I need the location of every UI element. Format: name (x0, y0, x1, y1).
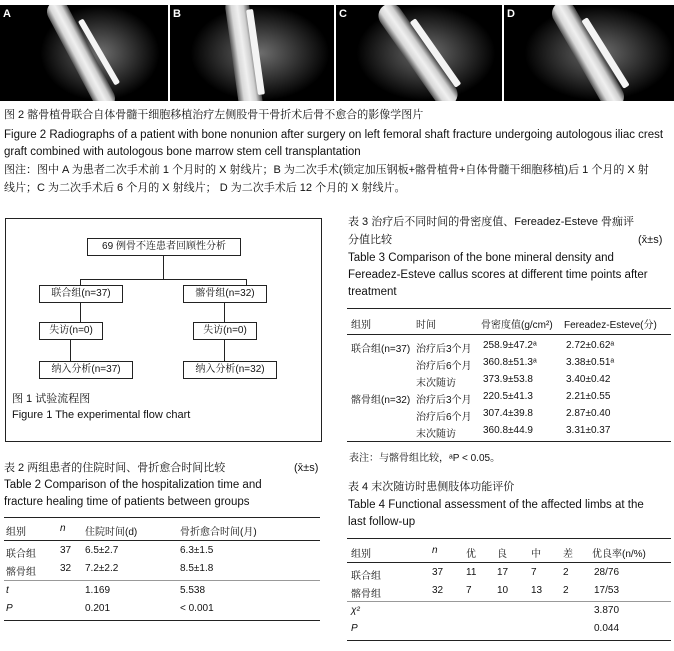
table3-r1-score: 2.72±0.62ᵃ (566, 340, 615, 351)
table4-row2-poor: 2 (563, 585, 569, 596)
table3-r3-time: 末次随访 (416, 378, 456, 389)
xray-panel-d (504, 5, 674, 101)
table2-row1-healing: 6.3±1.5 (180, 545, 214, 556)
table3-note: 表注：与髂骨组比较，ᵃP < 0.05。 (349, 453, 501, 464)
table3-r1-bmd: 258.9±47.2ᵃ (483, 340, 537, 351)
table4-row2-rate: 17/53 (594, 585, 620, 596)
table3-r2-score: 3.38±0.51ᵃ (566, 357, 615, 368)
flow-right-analysis: 纳入分析(n=32) (183, 361, 277, 379)
table4-title-en-line2: last follow-up (348, 516, 416, 528)
table4-row1-rate: 28/76 (594, 567, 620, 578)
table3-title-en-line2: Fereadez-Esteve callus scores at different time points after (348, 269, 648, 281)
table3-title-en-line3: treatment (348, 286, 397, 298)
table4-row2-n: 32 (432, 585, 444, 596)
table3-r5-time: 治疗后6个月 (416, 412, 472, 423)
table3-r6-time: 末次随访 (416, 429, 456, 440)
table4-stat-chi-label: χ² (351, 605, 360, 616)
table2-title-zh: 表 2 两组患者的住院时间、骨折愈合时间比较 (4, 462, 226, 474)
table4-row1-group: 联合组 (351, 571, 381, 582)
table3-title-en-line1: Table 3 Comparison of the bone mineral density and (348, 252, 614, 264)
table2-stat-p-label: P (6, 603, 13, 614)
xray-panel-c (336, 5, 502, 101)
flow-left-group: 联合组(n=37) (39, 285, 123, 303)
table2-header-n: n (60, 523, 66, 534)
table3-r1-time: 治疗后3个月 (416, 344, 472, 355)
table4-header-group: 组别 (351, 549, 371, 560)
table2-title-en-line1: Table 2 Comparison of the hospitalization time and (4, 479, 262, 491)
table3-r6-bmd: 360.8±44.9 (483, 425, 533, 436)
table4-row1-good: 17 (497, 567, 509, 578)
table3-r6-score: 3.31±0.37 (566, 425, 611, 436)
figure2-legend-line1: 图注：图中 A 为患者二次手术前 1 个月时的 X 射线片；B 为二次手术(锁定加压钢板+髂骨植骨+自体骨髓干细胞移植)后 1 个月的 X 射 (4, 164, 649, 176)
figure1-caption-zh: 图 1 试验流程图 (12, 393, 91, 405)
table3-r1-group: 联合组(n=37) (351, 344, 411, 355)
table4-row2-excellent: 7 (466, 585, 472, 596)
table2-row1-n: 37 (60, 545, 72, 556)
figure2-title-en-line2: graft combined with autologous bone marrow stem cell transplantation (4, 146, 361, 158)
table3-title-zh-line1: 表 3 治疗后不同时间的骨密度值、Fereadez-Esteve 骨痂评 (348, 216, 635, 228)
xray-panel-a (0, 5, 168, 101)
table4-row1-n: 37 (432, 567, 444, 578)
table3-header-time: 时间 (416, 320, 436, 331)
table2-unit: (x̄±s) (294, 462, 319, 474)
panel-label-a: A (3, 8, 11, 20)
table2-stat-p-hospital: 0.201 (85, 603, 111, 614)
table4-header-fair: 中 (531, 549, 541, 560)
table4-row1-fair: 7 (531, 567, 537, 578)
figure2-legend-line2: 线片；C 为二次手术后 6 个月的 X 射线片； D 为二次手术后 12 个月的 X 射线片。 (4, 182, 406, 194)
table2-stat-t-healing: 5.538 (180, 585, 206, 596)
table3-header-bmd: 骨密度值(g/cm²) (481, 320, 553, 331)
table4-header-good: 良 (497, 549, 507, 560)
table3-r4-score: 2.21±0.55 (566, 391, 611, 402)
table3-r2-bmd: 360.8±51.3ᵃ (483, 357, 537, 368)
table4-header-rate: 优良率(n/%) (592, 549, 646, 560)
figure1-flowchart (5, 218, 322, 442)
table4-header-excellent: 优 (466, 549, 476, 560)
flow-left-analysis: 纳入分析(n=37) (39, 361, 133, 379)
figure2-title-zh: 图 2 髂骨植骨联合自体骨髓干细胞移植治疗左侧股骨干骨折术后骨不愈合的影像学图片 (4, 109, 424, 121)
table4-row2-good: 10 (497, 585, 509, 596)
table2-row1-hospital: 6.5±2.7 (85, 545, 119, 556)
table4-row2-group: 髂骨组 (351, 589, 381, 600)
table3-unit: (x̄±s) (638, 234, 663, 246)
table2-row2-group: 髂骨组 (6, 567, 36, 578)
xray-panel-b (170, 5, 334, 101)
flow-top-box: 69 例骨不连患者回顾性分析 (87, 238, 241, 256)
panel-label-d: D (507, 8, 515, 20)
table3-header-score: Fereadez-Esteve(分) (564, 320, 657, 331)
table2-stat-t-hospital: 1.169 (85, 585, 111, 596)
table2-stat-p-healing: < 0.001 (180, 603, 214, 614)
panel-label-c: C (339, 8, 347, 20)
table2-header-group: 组别 (6, 527, 26, 538)
flow-right-lost: 失访(n=0) (193, 322, 257, 340)
table4-title-en-line1: Table 4 Functional assessment of the affected limbs at the (348, 499, 644, 511)
table4-stat-p-value: 0.044 (594, 623, 620, 634)
table4-row1-excellent: 11 (466, 567, 477, 578)
table2-row2-n: 32 (60, 563, 72, 574)
flow-left-lost: 失访(n=0) (39, 322, 103, 340)
table3-r4-group: 髂骨组(n=32) (351, 395, 411, 406)
table2-title-en-line2: fracture healing time of patients between groups (4, 496, 250, 508)
flow-right-group: 髂骨组(n=32) (183, 285, 267, 303)
panel-label-b: B (173, 8, 181, 20)
table2-header-hospital: 住院时间(d) (85, 527, 138, 538)
table2-header-healing: 骨折愈合时间(月) (180, 527, 257, 538)
table3-r5-score: 2.87±0.40 (566, 408, 611, 419)
table4-header-poor: 差 (563, 549, 573, 560)
table2-stat-t-label: t (6, 585, 9, 596)
table3-r3-score: 3.40±0.42 (566, 374, 611, 385)
table4-row1-poor: 2 (563, 567, 569, 578)
table4-stat-chi-value: 3.870 (594, 605, 620, 616)
table4-header-n: n (432, 545, 438, 556)
table3-title-zh-line2: 分值比较 (348, 234, 392, 246)
table2-row1-group: 联合组 (6, 549, 36, 560)
table3-r4-bmd: 220.5±41.3 (483, 391, 533, 402)
table3-r2-time: 治疗后6个月 (416, 361, 472, 372)
table3-r3-bmd: 373.9±53.8 (483, 374, 533, 385)
figure1-caption-en: Figure 1 The experimental flow chart (12, 409, 191, 421)
table4-title-zh: 表 4 末次随访时患侧肢体功能评价 (348, 481, 515, 493)
table3-header-group: 组别 (351, 320, 371, 331)
table2-row2-hospital: 7.2±2.2 (85, 563, 119, 574)
table4-stat-p-label: P (351, 623, 358, 634)
table4-row2-fair: 13 (531, 585, 543, 596)
table3-r5-bmd: 307.4±39.8 (483, 408, 533, 419)
table3-r4-time: 治疗后3个月 (416, 395, 472, 406)
figure2-title-en-line1: Figure 2 Radiographs of a patient with bone nonunion after surgery on left femoral shaft fracture undergoing autologous iliac crest (4, 129, 664, 141)
table2-row2-healing: 8.5±1.8 (180, 563, 214, 574)
